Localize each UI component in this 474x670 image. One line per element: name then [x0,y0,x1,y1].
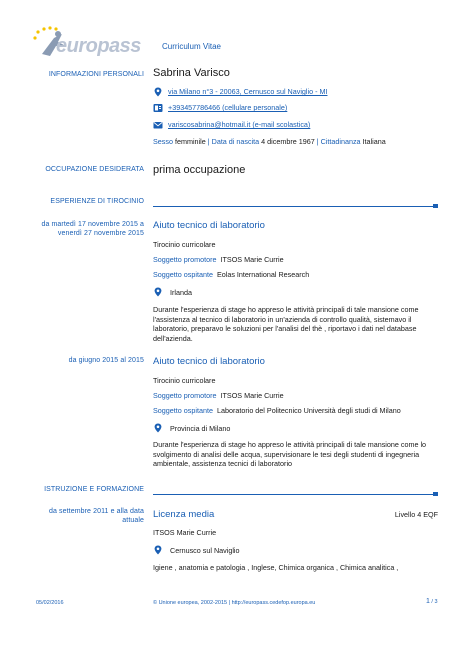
promoter-line [153,255,284,265]
sex-value: femminile [174,137,206,146]
promoter-label: Soggetto promotore [153,391,217,400]
section-divider [153,206,437,207]
promoter-line [153,391,284,401]
logo-text: europass [56,35,141,57]
education-school: ITSOS Marie Currie [153,528,217,537]
internship-title: Aiuto tecnico di laboratorio [153,356,265,367]
page-current: 1 [426,598,430,605]
phone-icon [153,103,163,113]
occupation-value: prima occupazione [153,164,246,176]
internship-description: Durante l'esperienza di stage ho appreso le attività principali di tale mansione come lo svolgimento di analisi delle acqua, supervisionare le tesi degli studenti di ingegneria ambientale, assistenza tecnici di laboratorio [153,440,427,469]
address-link[interactable]: via Milano n°3 - 20063, Cernusco sul Naviglio - MI [168,87,328,96]
location-icon [153,545,163,555]
citizenship-label: Cittadinanza [320,137,361,146]
education-title: Licenza media [153,509,215,520]
europass-logo [32,26,144,62]
phone-link[interactable]: +393457786466 (cellulare personale) [168,103,288,112]
education-level: Livello 4 EQF [394,510,438,519]
section-divider-end [433,204,438,208]
host-value: Laboratorio del Politecnico Università degli studi di Milano [216,406,401,415]
footer-date: 05/02/2016 [36,600,64,606]
host-line [153,406,401,416]
promoter-value: ITSOS Marie Currie [220,391,284,400]
email-icon [153,120,163,130]
internship-date: da giugno 2015 al 2015 [68,357,144,364]
internship-type: Tirocinio curricolare [153,240,216,249]
email-link[interactable]: variscosabrina@hotmail.it (e-mail scolastica) [168,120,311,129]
document-type: Curriculum Vitae [162,42,221,51]
section-divider [153,494,437,495]
personal-details-line: Sesso femminile | Data di nascita 4 dicembre 1967 | Cittadinanza Italiana [153,137,386,146]
section-divider-end [433,492,438,496]
education-subjects: Igiene , anatomia e patologia , Inglese, Chimica organica , Chimica analitica , [153,563,399,572]
section-label-occupation: OCCUPAZIONE DESIDERATA [45,166,144,173]
citizenship-value: Italiana [362,137,386,146]
page-total: 3 [434,599,438,605]
section-label-internships: ESPERIENZE DI TIROCINIO [50,198,144,205]
page-number: 1 / 3 [426,598,438,605]
dob-value: 4 dicembre 1967 [261,137,315,146]
host-label: Soggetto ospitante [153,406,213,415]
internship-type: Tirocinio curricolare [153,376,216,385]
promoter-label: Soggetto promotore [153,255,217,264]
internship-description: Durante l'esperienza di stage ho appreso le attività principali di tale mansione come l'assistenza al tecnico di laboratorio in un'azienda di controllo qualità, sistemavo il laboratorio, preparavo le soluzioni per l'analisi del thè , riportavo i dati nel database dell'azienda. [153,305,419,344]
host-value: Eolas International Research [216,270,310,279]
internship-title: Aiuto tecnico di laboratorio [153,220,265,231]
location-icon [153,287,163,297]
promoter-value: ITSOS Marie Currie [220,255,284,264]
education-location: Cernusco sul Naviglio [170,546,240,555]
section-label-education: ISTRUZIONE E FORMAZIONE [44,486,144,493]
footer-copyright: © Unione europea, 2002-2015 | http://europass.cedefop.europa.eu [153,600,316,606]
section-label-personal: INFORMAZIONI PERSONALI [48,71,144,78]
host-label: Soggetto ospitante [153,270,213,279]
internship-date: da martedì 17 novembre 2015 a venerdì 27 novembre 2015 [41,221,144,237]
location-icon [153,87,163,97]
internship-location: Provincia di Milano [170,424,231,433]
education-date: da settembre 2011 e alla data attuale [48,508,144,524]
host-line [153,270,309,280]
sex-label: Sesso [153,137,173,146]
dob-label: Data di nascita [211,137,260,146]
internship-location: Irlanda [170,288,192,297]
person-name: Sabrina Varisco [153,67,230,79]
location-icon [153,423,163,433]
